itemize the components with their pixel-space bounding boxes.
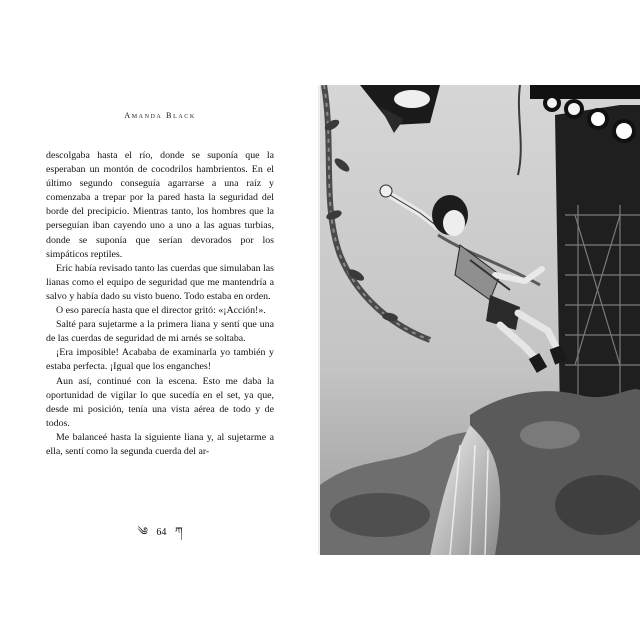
scaffold-tower [555, 105, 640, 415]
running-head: Amanda Black [124, 111, 196, 120]
left-ornament-icon: ༄ [137, 526, 148, 538]
paragraph: ¡Era imposible! Acababa de examinarla yo también y estaba perfecta. ¡Igual que los enganches! [46, 347, 274, 373]
body-text [46, 149, 274, 459]
page-number: 64 [156, 527, 167, 538]
left-page [0, 85, 320, 555]
page-number-footer [0, 519, 320, 550]
paragraph: O eso parecía hasta que el director gritó: «¡Acción!». [56, 305, 266, 317]
paragraph: Eric había revisado tanto las cuerdas que simulaban las lianas como el equipo de seguridad que me mantendría a salvo y había dado su visto bueno. Todo estaba en orden. [46, 262, 274, 302]
jungle-stunt-illustration [320, 85, 640, 555]
illustration-page [320, 85, 640, 555]
paragraph: Me balanceé hasta la siguiente liana y, al sujetarme a ella, sentí como la segunda cuerda del ar- [46, 431, 274, 457]
paragraph: Salté para sujetarme a la primera liana y sentí que una de las cuerdas de seguridad de mi arnés se soltaba. [46, 319, 274, 345]
paragraph: Aun así, continué con la escena. Esto me daba la oportunidad de vigilar lo que sucedía en el set, ya que, desde mi posición, tenía una vista aérea de todo y de todos. [46, 375, 274, 429]
right-ornament-icon: ཀ [174, 526, 183, 538]
paragraph: descolgaba hasta el río, donde se suponía que la esperaban un montón de cocodrilos hambrientos. En el último segundo conseguía agarrarse a una raíz y comenzaba a trepar por la pared hasta la seguridad del borde del precipicio. Mientras tanto, los hombres que la perseguían iban cayendo uno a uno a las aguas turbias, donde se suponía que serían devorados por los simpáticos reptiles. [46, 150, 274, 260]
